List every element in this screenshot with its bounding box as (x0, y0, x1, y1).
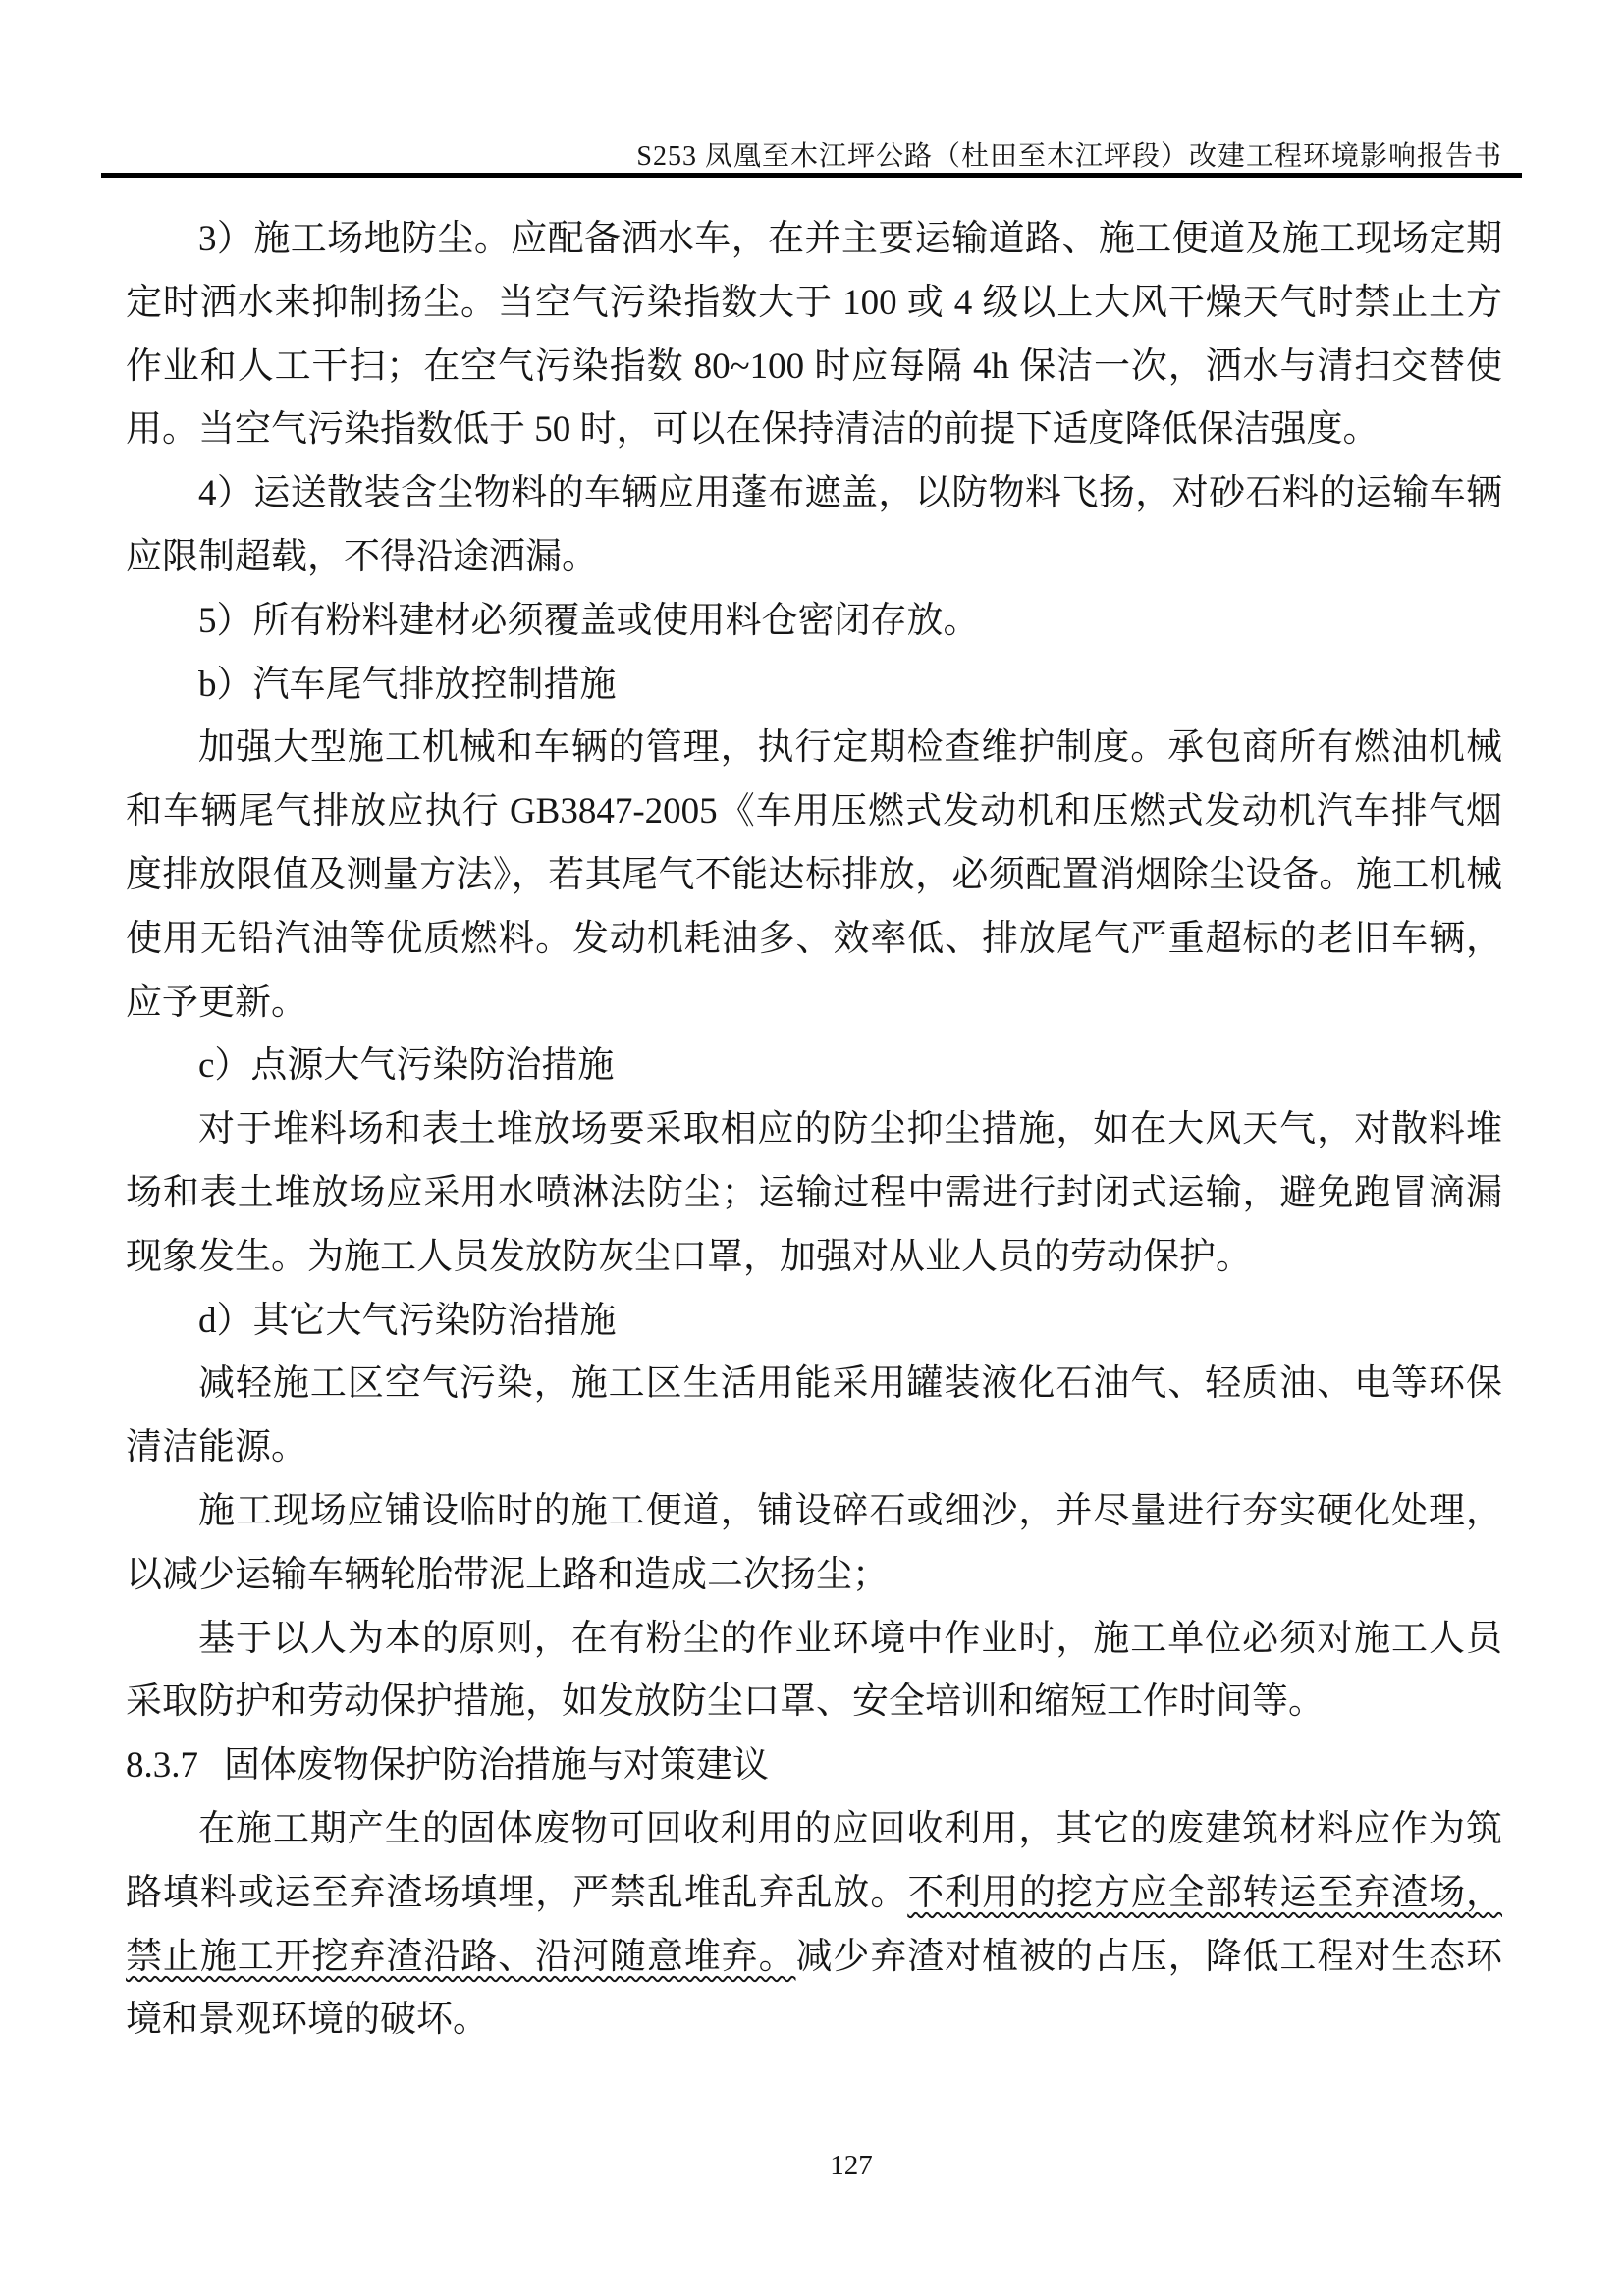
paragraph (126, 208, 1502, 462)
paragraph-text: 3）施工场地防尘。应配备洒水车，在并主要运输道路、施工便道及施工现场定期定时洒水来抑制扬尘。当空气污染指数大于 100 或 4 级以上大风干燥天气时禁止土方作业和人工干扫；在空气污染指数 80~100 时应每隔 4h 保洁一次，洒水与清扫交替使用。当空气污染指数低于 50 时，可以在保持清洁的前提下适度降低保洁强度。 (126, 219, 1502, 451)
paragraph-text: 在施工期产生的固体废物可回收利用的应回收利用，其它的废建筑材料应作为筑路填料或运至弃渣场填埋，严禁乱堆乱弃乱放。 (126, 1808, 1502, 1913)
paragraph (126, 654, 1502, 718)
paragraph-text: 对于堆料场和表土堆放场要采取相应的防尘抑尘措施，如在大风天气，对散料堆场和表土堆放场应采用水喷淋法防尘；运输过程中需进行封闭式运输，避免跑冒滴漏现象发生。为施工人员发放防灰尘口罩，加强对从业人员的劳动保护。 (126, 1109, 1502, 1277)
page-footer (0, 2150, 1624, 2182)
underlined-text: 不利用的挖方应全部转运至弃渣场，禁止施工开挖弃渣沿路、沿河随意堆弃。 (126, 1872, 1502, 1977)
section-title: 固体废物保护防治措施与对策建议 (224, 1745, 769, 1787)
page-number: 127 (830, 2150, 873, 2181)
paragraph-text: b）汽车尾气排放控制措施 (198, 664, 617, 705)
paragraph-text: 4）运送散装含尘物料的车辆应用蓬布遮盖，以防物料飞扬，对砂石料的运输车辆应限制超载，不得沿途洒漏。 (126, 473, 1502, 577)
paragraph-text: 减少弃渣对植被的占压，降低工程对生态环境和景观环境的破坏。 (126, 1936, 1502, 2041)
paragraph (126, 1798, 1502, 2053)
paragraph-text: 5）所有粉料建材必须覆盖或使用料仓密闭存放。 (198, 600, 980, 641)
header-title: S253 凤凰至木江坪公路（杜田至木江坪段）改建工程环境影响报告书 (636, 141, 1502, 172)
paragraph-text: d）其它大气污染防治措施 (198, 1300, 617, 1341)
paragraph (126, 1353, 1502, 1480)
section-number: 8.3.7 (126, 1745, 198, 1787)
paragraph (126, 1035, 1502, 1098)
paragraph-text: 施工现场应铺设临时的施工便道，铺设碎石或细沙，并尽量进行夯实硬化处理，以减少运输车辆轮胎带泥上路和造成二次扬尘； (126, 1490, 1502, 1595)
paragraph (126, 590, 1502, 654)
paragraph (126, 1290, 1502, 1354)
paragraph-text: 基于以人为本的原则，在有粉尘的作业环境中作业时，施工单位必须对施工人员采取防护和劳动保护措施，如发放防尘口罩、安全培训和缩短工作时间等。 (126, 1618, 1502, 1723)
paragraph (126, 462, 1502, 590)
paragraph-text: c）点源大气污染防治措施 (198, 1045, 615, 1087)
document-body (126, 208, 1502, 2053)
paragraph-text: 加强大型施工机械和车辆的管理，执行定期检查维护制度。承包商所有燃油机械和车辆尾气排放应执行 GB3847-2005《车用压燃式发动机和压燃式发动机汽车排气烟度排放限值及测量方法》，若其尾气不能达标排放，必须配置消烟除尘设备。施工机械使用无铅汽油等优质燃料。发动机耗油多、效率低、排放尾气严重超标的老旧车辆，应予更新。 (126, 727, 1502, 1023)
header-rule (101, 173, 1522, 178)
section-heading (126, 1735, 1502, 1798)
paragraph (126, 1608, 1502, 1735)
paragraph (126, 1098, 1502, 1289)
paragraph (126, 1480, 1502, 1608)
paragraph (126, 717, 1502, 1035)
paragraph-text: 减轻施工区空气污染，施工区生活用能采用罐装液化石油气、轻质油、电等环保清洁能源。 (126, 1363, 1502, 1468)
